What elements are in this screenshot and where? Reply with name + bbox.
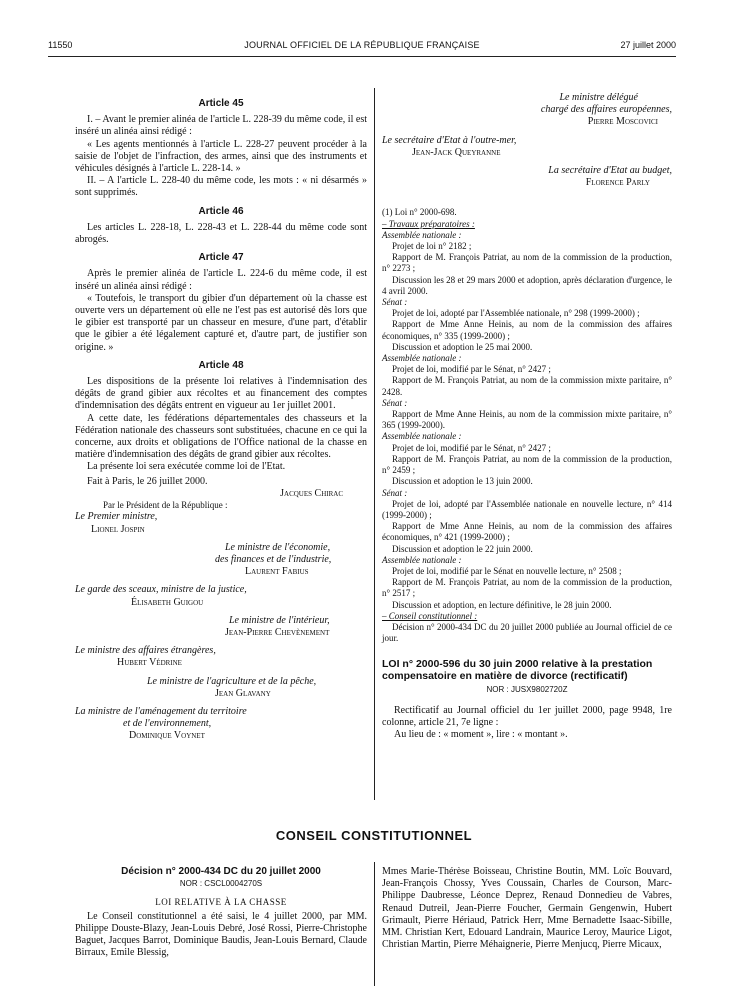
- europe-title-1: Le ministre délégué: [559, 92, 638, 103]
- s3-item-c: Discussion et adoption le 22 juin 2000.: [392, 543, 533, 554]
- s1-item-a: Projet de loi, adopté par l'Assemblée nationale, n° 298 (1999-2000) ;: [392, 308, 640, 319]
- issue-date: 27 juillet 2000: [620, 40, 676, 50]
- article-47-title: Article 47: [198, 252, 244, 264]
- s3-item-b: Rapport de Mme Anne Heinis, au nom de la commission des affaires économiques, n° 421 (1999-2000) ;: [382, 521, 672, 543]
- interieur-name: Jean-Pierre Chevènement: [225, 626, 330, 638]
- environnement-title-2: et de l'environnement,: [123, 718, 212, 730]
- premier-ministre-name: Lionel Jospin: [91, 523, 145, 535]
- article-45-para-3: II. – A l'article L. 228-40 du même code, les mots : « ni désarmés » sont supprimés.: [75, 175, 367, 199]
- s2-item-a: Rapport de Mme Anne Heinis, au nom de la commission mixte paritaire, n° 365 (1999-2000).: [382, 409, 672, 431]
- an3-item-c: Discussion et adoption le 13 juin 2000.: [392, 476, 533, 487]
- etrangeres-name: Hubert Védrine: [117, 657, 182, 669]
- environnement-name: Dominique Voynet: [129, 730, 205, 742]
- loi-title: LOI n° 2000-596 du 30 juin 2000 relative à la prestation compensatoire en matière de divorce (rectificatif): [382, 658, 653, 683]
- decision-title: Décision n° 2000-434 DC du 20 juillet 2000: [121, 866, 321, 877]
- agriculture-title: Le ministre de l'agriculture et de la pêche,: [147, 675, 317, 687]
- cc-heading: – Conseil constitutionnel :: [382, 610, 478, 621]
- decision-left-column: [75, 866, 367, 959]
- interieur-title: Le ministre de l'intérieur,: [229, 614, 330, 626]
- s1-item-b: Rapport de Mme Anne Heinis, au nom de la commission des affaires économiques, n° 335 (1999-2000) ;: [382, 319, 672, 341]
- an1-item-a: Projet de loi n° 2182 ;: [392, 241, 472, 252]
- an4-item-c: Discussion et adoption, en lecture définitive, le 28 juin 2000.: [392, 599, 612, 610]
- loi-nor: NOR : JUSX9802720Z: [486, 685, 568, 695]
- section-title: CONSEIL CONSTITUTIONNEL: [275, 828, 473, 843]
- s3-item-a: Projet de loi, adopté par l'Assemblée nationale en nouvelle lecture, n° 414 (1999-2000) ;: [382, 498, 672, 520]
- article-47-para-2: « Toutefois, le transport du gibier d'un département où la chasse est ouverte vers un département où elle ne l'est pas est autorisé dès lors que le gibier est transporté par un chasseur en mesure, d'une part, d'établir que le gibier a été légalement capturé et, d'autre part, de justifier son origine. »: [75, 292, 367, 353]
- budget-name: Florence Parly: [585, 177, 650, 189]
- column-divider: [374, 88, 375, 800]
- europe-name: Pierre Moscovici: [587, 116, 658, 128]
- an1-heading: Assemblée nationale :: [382, 229, 462, 240]
- footnote: [382, 207, 672, 644]
- an4-item-b: Rapport de M. François Patriat, au nom de la commission de la production, n° 2517 ;: [382, 577, 672, 599]
- an1-item-c: Discussion les 28 et 29 mars 2000 et adoption, après déclaration d'urgence, le 4 avril 2000.: [382, 274, 672, 296]
- s3-heading: Sénat :: [382, 487, 408, 498]
- economie-name: Laurent Fabius: [245, 566, 309, 578]
- header-rule: [48, 56, 676, 57]
- footnote-travaux: – Travaux préparatoires :: [382, 218, 475, 229]
- an3-item-a: Projet de loi, modifié par le Sénat, n° 2427 ;: [392, 442, 551, 453]
- cc-item-a: Décision n° 2000-434 DC du 20 juillet 2000 publiée au Journal officiel de ce jour.: [382, 621, 672, 644]
- left-column: [75, 92, 367, 743]
- decision-para-1: Le Conseil constitutionnel a été saisi, le 4 juillet 2000, par MM. Philippe Douste-Blazy, Jean-Louis Debré, José Rossi, Pierre-Christophe Baguet, Jacques Barrot, Dominique Baudis, Jean-Louis Bernard, Claude Birraux, Emile Blessig,: [75, 910, 367, 959]
- an4-item-a: Projet de loi, modifié par le Sénat en nouvelle lecture, n° 2508 ;: [392, 565, 622, 576]
- article-48-title: Article 48: [198, 359, 244, 371]
- an3-heading: Assemblée nationale :: [382, 431, 462, 442]
- an4-heading: Assemblée nationale :: [382, 554, 462, 565]
- an2-item-b: Rapport de M. François Patriat, au nom de la commission mixte paritaire, n° 2428.: [382, 375, 672, 397]
- s2-heading: Sénat :: [382, 397, 408, 408]
- agriculture-name: Jean Glavany: [215, 687, 271, 699]
- outremer-title: Le secrétaire d'Etat à l'outre-mer,: [382, 134, 517, 146]
- signature-date: Fait à Paris, le 26 juillet 2000.: [87, 475, 208, 487]
- decision-right-column: [382, 866, 672, 951]
- article-46-title: Article 46: [198, 205, 244, 217]
- article-48-para-1: Les dispositions de la présente loi relatives à l'indemnisation des dégâts de grand gibier aux récoltes et au financement des comptes d'indemnisation des dégâts entrent en vigueur au 1er juillet 2001.: [75, 376, 367, 412]
- outremer-name: Jean-Jack Queyranne: [412, 146, 501, 158]
- economie-title-1: Le ministre de l'économie,: [225, 541, 331, 553]
- europe-title-2: chargé des affaires européennes,: [540, 104, 672, 116]
- article-48-para-3: La présente loi sera exécutée comme loi de l'Etat.: [87, 461, 286, 473]
- page-number: 11550: [48, 40, 73, 50]
- premier-ministre-title: Le Premier ministre,: [75, 511, 158, 523]
- article-45-title: Article 45: [198, 98, 244, 109]
- an2-item-a: Projet de loi, modifié par le Sénat, n° 2427 ;: [392, 364, 551, 375]
- rectificatif-para-1: Rectificatif au Journal officiel du 1er juillet 2000, page 9948, 1re colonne, article 21, 7e ligne :: [382, 704, 672, 728]
- decision-para-2: Mmes Marie-Thérèse Boisseau, Christine Boutin, MM. Loïc Bouvard, Jean-François Chossy, Yves Coussain, Charles de Courson, Marc-Philippe Daubresse, Léonce Deprez, Renaud Donnedieu de Vabres, Renaud Dutreil, Jean-Pierre Foucher, Germain Gengenwin, Hubert Grimault, Pierre Hériaud, Patrick Herr, Mme Bernadette Isaac-Sibille, MM. Christian Kert, Edouard Landrain, Maurice Leroy, Maurice Ligot, Christian Martin, Pierre Méhaignerie, Pierre Menjucq, Pierre Micaux,: [382, 866, 672, 951]
- journal-title: JOURNAL OFFICIEL DE LA RÉPUBLIQUE FRANÇAISE: [244, 40, 480, 50]
- footnote-loi: (1) Loi n° 2000-698.: [382, 207, 457, 218]
- article-46-para-1: Les articles L. 228-18, L. 228-43 et L. 228-44 du même code sont abrogés.: [75, 221, 367, 246]
- environnement-title-1: La ministre de l'aménagement du territoire: [75, 705, 247, 717]
- page-header: [48, 40, 676, 54]
- par-le-president: Par le Président de la République :: [103, 500, 228, 511]
- right-column: [382, 92, 672, 741]
- budget-title: La secrétaire d'Etat au budget,: [548, 165, 672, 177]
- justice-title: Le garde des sceaux, ministre de la justice,: [75, 584, 247, 596]
- economie-title-2: des finances et de l'industrie,: [215, 553, 332, 565]
- decision-nor: NOR : CSCL0004270S: [179, 879, 263, 889]
- justice-name: Élisabeth Guigou: [131, 596, 204, 608]
- decision-subject: LOI RELATIVE À LA CHASSE: [155, 897, 287, 908]
- an1-item-b: Rapport de M. François Patriat, au nom de la commission de la production, n° 2273 ;: [382, 252, 672, 274]
- etrangeres-title: Le ministre des affaires étrangères,: [75, 645, 216, 657]
- article-47-para-1: Après le premier alinéa de l'article L. 224-6 du même code, il est inséré un alinéa ainsi rédigé :: [75, 268, 367, 292]
- president-name: Jacques Chirac: [280, 487, 343, 499]
- an3-item-b: Rapport de M. François Patriat, au nom de la commission de la production, n° 2459 ;: [382, 453, 672, 476]
- article-45-para-2: « Les agents mentionnés à l'article L. 228-27 peuvent procéder à la saisie de l'objet de l'infraction, des armes, ainsi que des instruments et véhicules désignés à l'article L. 228-14. »: [75, 138, 367, 175]
- s1-heading: Sénat :: [382, 297, 408, 308]
- column-divider-2: [374, 862, 375, 986]
- s1-item-c: Discussion et adoption le 25 mai 2000.: [392, 341, 533, 352]
- article-45-para-1: I. – Avant le premier alinéa de l'article L. 228-39 du même code, il est inséré un alinéa ainsi rédigé :: [75, 114, 367, 138]
- rectificatif-para-2: Au lieu de : « moment », lire : « montant ».: [394, 728, 568, 740]
- article-48-para-2: A cette date, les fédérations départementales des chasseurs et la Fédération nationale des chasseurs sont substituées, chacune en ce qui la concerne, aux droits et obligations de l'Office national de la chasse en matière d'indemnisation des dégâts de grand gibier aux récoltes.: [75, 412, 367, 461]
- an2-heading: Assemblée nationale :: [382, 353, 462, 364]
